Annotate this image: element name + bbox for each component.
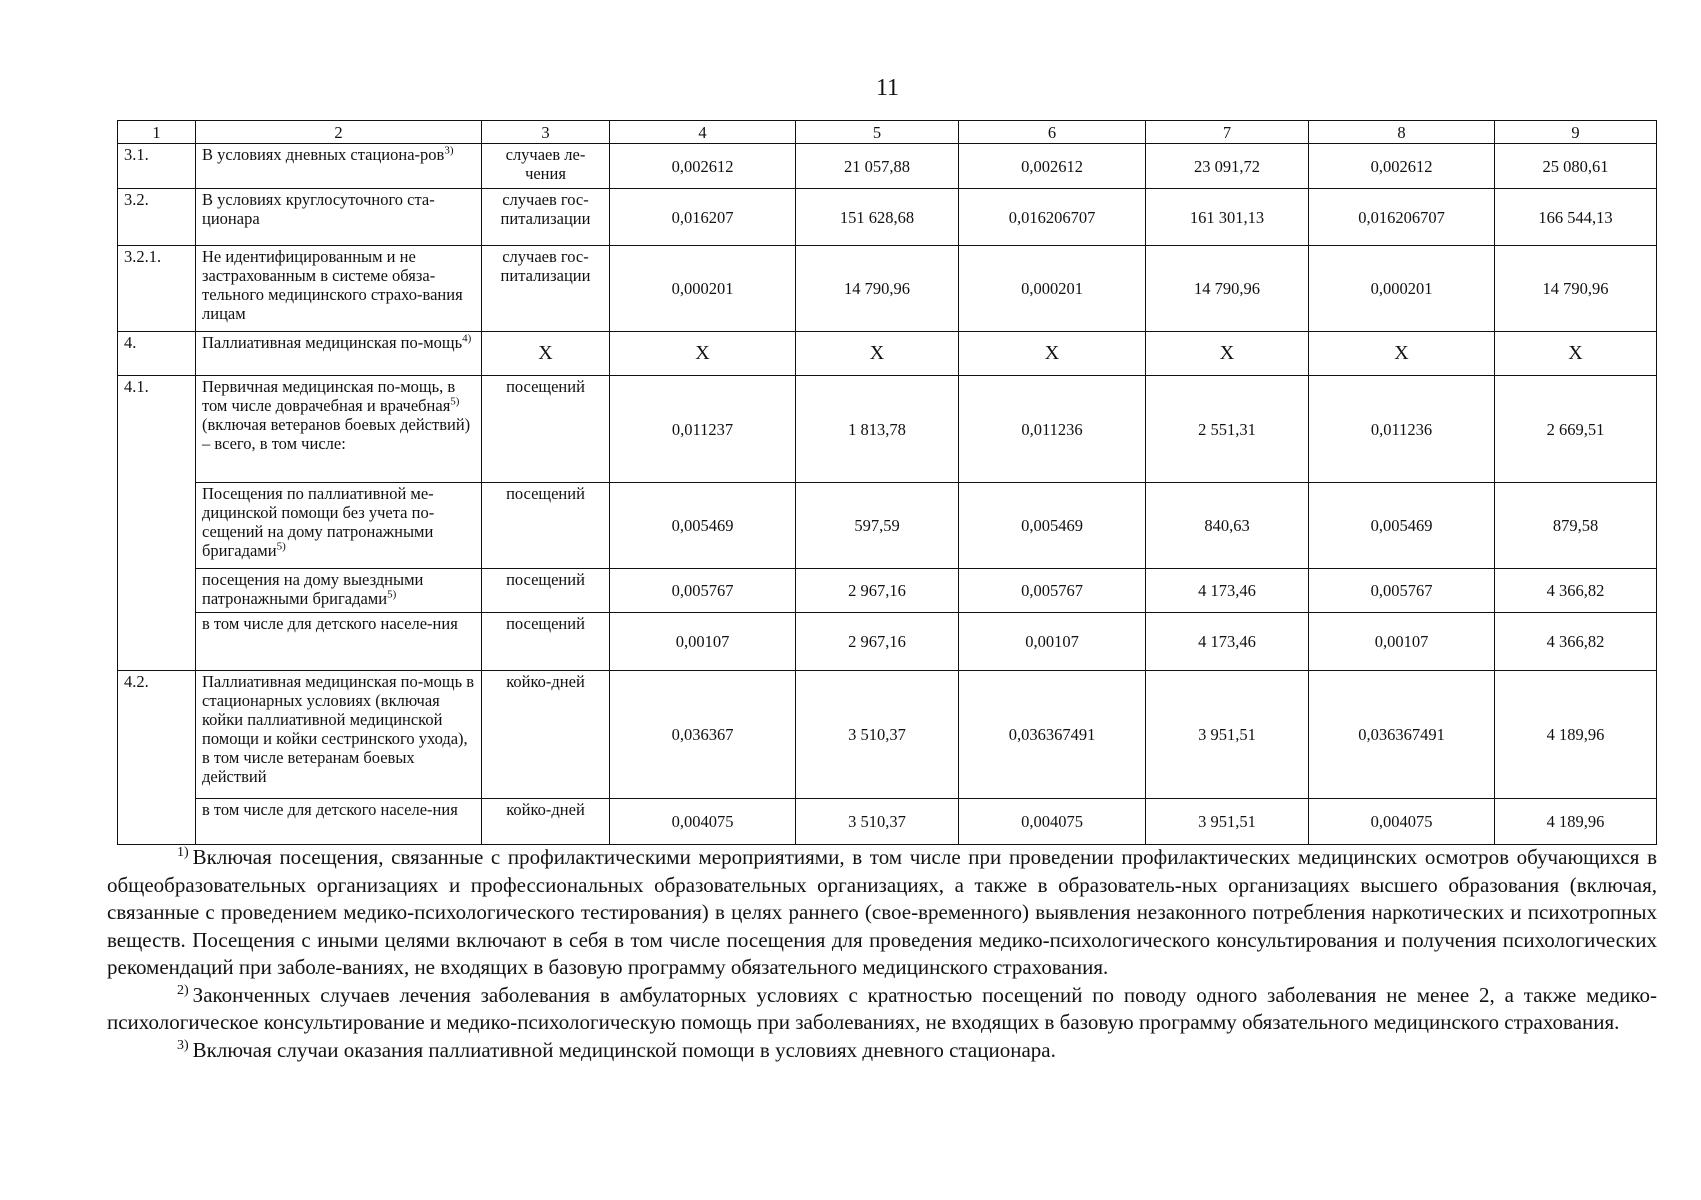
column-header: 5 xyxy=(796,121,959,144)
cell-value: 879,58 xyxy=(1495,483,1657,569)
row-name: Паллиативная медицинская по-мощь в стационарных условиях (включая койки паллиативной медицинской помощи и койки сестринского ухода), в том числе ветеранам боевых действий xyxy=(196,671,482,799)
table-row xyxy=(118,376,1657,483)
footnote-text: Включая посещения, связанные с профилактическими мероприятиями, в том числе при проведении профилактических медицинских осмотров обучающихся в общеобразовательных организациях и профессиональных образовательных организациях, а также в образователь-ных организациях высшего образования (включая, связанные с проведением медико-психологического тестирования) в целях раннего (свое-временного) выявления незаконного потребления наркотических и психотропных веществ. Посещения с иными целями включают в себя в том числе посещения для проведения медико-психологического консультирования и получения психологических рекомендаций при заболе-ваниях, не входящих в базовую программу обязательного медицинского страхования. xyxy=(107,845,1657,979)
row-name: посещения на дому выездными патронажными бригадами$^{5)}$ xyxy=(196,569,482,613)
row-number: 4. xyxy=(118,332,196,376)
table-row xyxy=(118,671,1657,799)
footnote-3 xyxy=(107,1037,1657,1065)
cell-value: X xyxy=(796,332,959,376)
cell-value: 3 510,37 xyxy=(796,671,959,799)
cell-value: 2 551,31 xyxy=(1146,376,1309,483)
cell-value: 21 057,88 xyxy=(796,144,959,189)
row-unit: посещений xyxy=(482,483,610,569)
row-unit: койко-дней xyxy=(482,671,610,799)
cell-value: 3 951,51 xyxy=(1146,671,1309,799)
cell-value: 0,016206707 xyxy=(1309,189,1495,246)
cell-value: 4 173,46 xyxy=(1146,569,1309,613)
row-name: в том числе для детского населе-ния xyxy=(196,799,482,845)
cell-value: 4 189,96 xyxy=(1495,799,1657,845)
cell-value: 0,036367 xyxy=(610,671,796,799)
cell-value: 840,63 xyxy=(1146,483,1309,569)
cell-value: X xyxy=(610,332,796,376)
cell-value: 0,00107 xyxy=(610,613,796,671)
cell-value: 0,004075 xyxy=(1309,799,1495,845)
cell-value: X xyxy=(1495,332,1657,376)
cell-value: 0,036367491 xyxy=(1309,671,1495,799)
cell-value: 25 080,61 xyxy=(1495,144,1657,189)
cell-value: 0,000201 xyxy=(1309,246,1495,332)
column-header: 7 xyxy=(1146,121,1309,144)
row-name: В условиях дневных стациона-ров$^{3)}$ xyxy=(196,144,482,189)
cell-value: 161 301,13 xyxy=(1146,189,1309,246)
row-number: 3.1. xyxy=(118,144,196,189)
row-unit: случаев гос-питализации xyxy=(482,189,610,246)
row-number: 3.2. xyxy=(118,189,196,246)
table-row xyxy=(118,332,1657,376)
cell-value: 0,002612 xyxy=(610,144,796,189)
cell-value: 0,00107 xyxy=(1309,613,1495,671)
cell-value: 2 967,16 xyxy=(796,613,959,671)
cell-value: 4 173,46 xyxy=(1146,613,1309,671)
cell-value: 0,002612 xyxy=(959,144,1146,189)
cell-value: 0,005767 xyxy=(959,569,1146,613)
table-header-row xyxy=(118,121,1657,144)
column-header: 4 xyxy=(610,121,796,144)
table-row xyxy=(118,189,1657,246)
row-name: Первичная медицинская по-мощь, в том числе доврачебная и врачебная$^{5)}$ (включая ветеранов боевых действий) – всего, в том числе: xyxy=(196,376,482,483)
cell-value: 0,004075 xyxy=(610,799,796,845)
table-row xyxy=(118,483,1657,569)
page-number: 11 xyxy=(875,75,900,101)
cell-value: 0,016206707 xyxy=(959,189,1146,246)
column-header: 6 xyxy=(959,121,1146,144)
table-row xyxy=(118,613,1657,671)
cell-value: 14 790,96 xyxy=(1146,246,1309,332)
cell-value: 0,000201 xyxy=(610,246,796,332)
row-unit: посещений xyxy=(482,569,610,613)
cell-value: 14 790,96 xyxy=(796,246,959,332)
cell-value: 0,016207 xyxy=(610,189,796,246)
cell-value: 0,00107 xyxy=(959,613,1146,671)
column-header: 1 xyxy=(118,121,196,144)
cell-value: 0,002612 xyxy=(1309,144,1495,189)
row-name: Посещения по паллиативной ме-дицинской помощи без учета по-сещений на дому патронажными бригадами$^{5)}$ xyxy=(196,483,482,569)
row-number: 4.1. xyxy=(118,376,196,671)
cell-value: 597,59 xyxy=(796,483,959,569)
footnote-2 xyxy=(107,982,1657,1037)
cell-value: 0,011236 xyxy=(959,376,1146,483)
column-header: 9 xyxy=(1495,121,1657,144)
tariff-table xyxy=(117,120,1657,845)
table-row xyxy=(118,799,1657,845)
table-row xyxy=(118,569,1657,613)
footnote-1 xyxy=(107,844,1657,982)
cell-value: X xyxy=(1309,332,1495,376)
cell-value: 0,005767 xyxy=(610,569,796,613)
row-name: Не идентифицированным и не застрахованным в системе обяза-тельного медицинского страхо-вания лицам xyxy=(196,246,482,332)
cell-value: 4 189,96 xyxy=(1495,671,1657,799)
cell-value: 0,004075 xyxy=(959,799,1146,845)
cell-value: 166 544,13 xyxy=(1495,189,1657,246)
cell-value: 0,005469 xyxy=(610,483,796,569)
cell-value: 0,005469 xyxy=(959,483,1146,569)
row-unit: случаев ле-чения xyxy=(482,144,610,189)
cell-value: 0,011237 xyxy=(610,376,796,483)
footnote-mark: 3) xyxy=(177,1037,189,1053)
cell-value: 0,011236 xyxy=(1309,376,1495,483)
row-number: 4.2. xyxy=(118,671,196,845)
table-row xyxy=(118,144,1657,189)
cell-value: 0,000201 xyxy=(959,246,1146,332)
row-number: 3.2.1. xyxy=(118,246,196,332)
footnote-mark: 2) xyxy=(177,982,189,998)
column-header: 2 xyxy=(196,121,482,144)
row-unit: случаев гос-питализации xyxy=(482,246,610,332)
column-header: 3 xyxy=(482,121,610,144)
cell-value: 2 669,51 xyxy=(1495,376,1657,483)
row-unit: посещений xyxy=(482,613,610,671)
cell-value: 2 967,16 xyxy=(796,569,959,613)
cell-value: X xyxy=(959,332,1146,376)
cell-value: X xyxy=(1146,332,1309,376)
row-unit: посещений xyxy=(482,376,610,483)
footnote-text: Включая случаи оказания паллиативной медицинской помощи в условиях дневного стационара. xyxy=(192,1037,1056,1062)
cell-value: 23 091,72 xyxy=(1146,144,1309,189)
row-name: Паллиативная медицинская по-мощь$^{4)}$ xyxy=(196,332,482,376)
cell-value: 4 366,82 xyxy=(1495,613,1657,671)
row-unit: койко-дней xyxy=(482,799,610,845)
cell-value: 14 790,96 xyxy=(1495,246,1657,332)
cell-value: 4 366,82 xyxy=(1495,569,1657,613)
row-name: В условиях круглосуточного ста-ционара xyxy=(196,189,482,246)
cell-value: 3 951,51 xyxy=(1146,799,1309,845)
column-header: 8 xyxy=(1309,121,1495,144)
footnote-mark: 1) xyxy=(177,845,189,860)
cell-value: 1 813,78 xyxy=(796,376,959,483)
cell-value: 151 628,68 xyxy=(796,189,959,246)
table-row xyxy=(118,246,1657,332)
footnotes xyxy=(107,844,1657,1064)
cell-value: 3 510,37 xyxy=(796,799,959,845)
cell-value: 0,036367491 xyxy=(959,671,1146,799)
cell-value: 0,005469 xyxy=(1309,483,1495,569)
row-unit: X xyxy=(482,332,610,376)
row-name: в том числе для детского населе-ния xyxy=(196,613,482,671)
footnote-text: Законченных случаев лечения заболевания в амбулаторных условиях с кратностью посещений по поводу одного заболевания не менее 2, а также медико-психологическое консультирование и медико-психологическую помощь при заболеваниях, не входящих в базовую программу обязательного медицинского страхования. xyxy=(107,982,1657,1034)
cell-value: 0,005767 xyxy=(1309,569,1495,613)
